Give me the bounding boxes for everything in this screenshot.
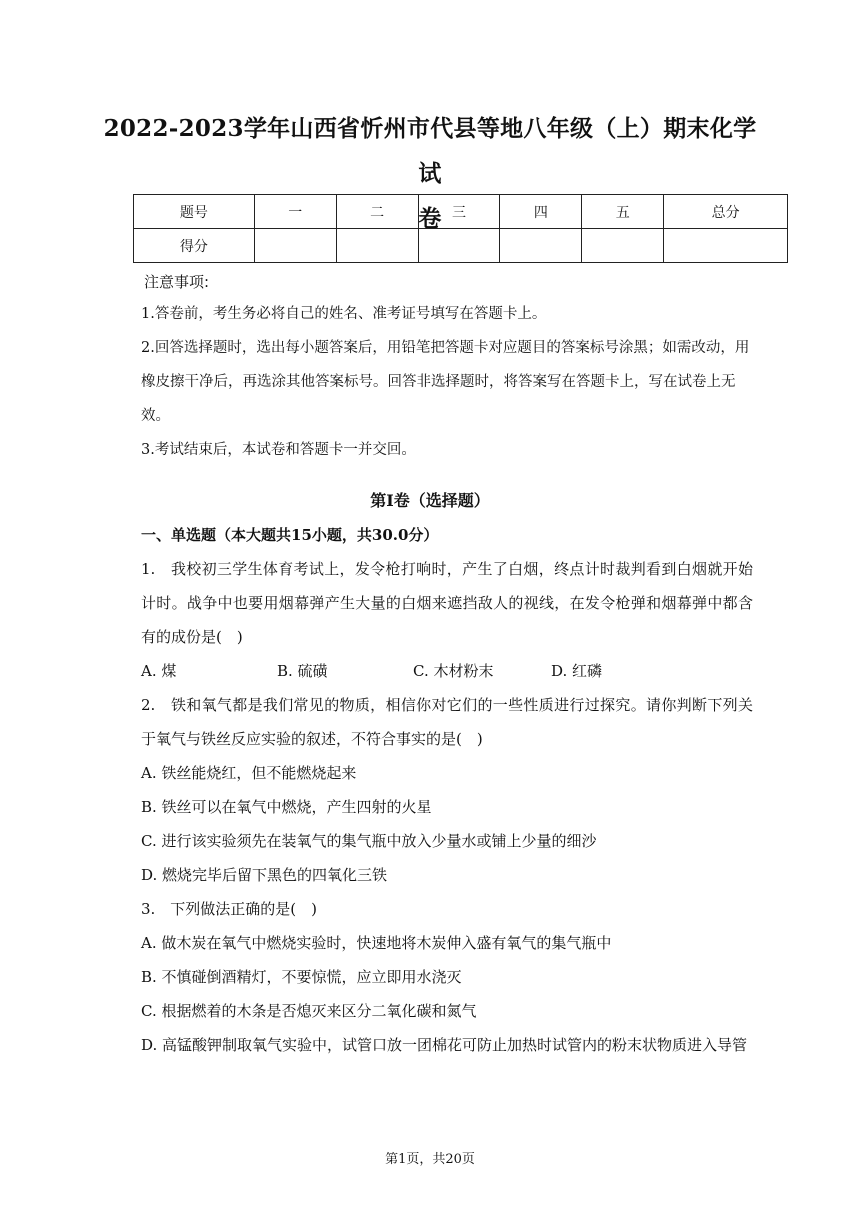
option-a: A. 煤 <box>141 662 177 680</box>
part-title: 一、单选题（本大题共15小题，共30.0分） <box>141 526 439 544</box>
question-2-stem: 2. 铁和氧气都是我们常见的物质，相信你对它们的一些性质进行过探究。请你判断下列关于氧气与铁丝反应实验的叙述，不符合事实的是( ) <box>141 696 753 748</box>
score-cell <box>664 229 788 263</box>
header-cell: 总分 <box>664 195 788 229</box>
notice-item-2: 2.回答选择题时，选出每小题答案后，用铅笔把答题卡对应题目的答案标号涂黑；如需改动，用橡皮擦干净后，再选涂其他答案标号。回答非选择题时，将答案写在答题卡上，写在试卷上无效。 <box>141 340 750 424</box>
score-cell <box>500 229 582 263</box>
question-2-option-d: D. 燃烧完毕后留下黑色的四氧化三铁 <box>141 866 388 884</box>
score-table-header-row <box>134 195 788 229</box>
question-2-option-c: C. 进行该实验须先在装氧气的集气瓶中放入少量水或铺上少量的细沙 <box>141 832 597 850</box>
question-3-option-b: B. 不慎碰倒酒精灯，不要惊慌，应立即用水浇灭 <box>141 968 462 986</box>
question-1-stem: 1. 我校初三学生体育考试上，发令枪打响时，产生了白烟，终点计时裁判看到白烟就开始计时。战争中也要用烟幕弹产生大量的白烟来遮挡敌人的视线，在发令枪弹和烟幕弹中都含有的成份是( ) <box>141 560 753 646</box>
header-cell: 一 <box>254 195 336 229</box>
question-2-option-a: A. 铁丝能烧红，但不能燃烧起来 <box>141 764 357 782</box>
title-line-2: 卷 <box>418 205 442 232</box>
header-cell: 四 <box>500 195 582 229</box>
question-3-option-c: C. 根据燃着的木条是否熄灭来区分二氧化碳和氮气 <box>141 1002 477 1020</box>
header-cell: 二 <box>336 195 418 229</box>
question-1-options <box>141 654 602 688</box>
score-cell <box>336 229 418 263</box>
option-d: D. 红磷 <box>551 662 603 680</box>
option-b: B. 硫磺 <box>277 662 328 680</box>
question-3-option-d: D. 高锰酸钾制取氧气实验中，试管口放一团棉花可防止加热时试管内的粉末状物质进入导管 <box>141 1036 748 1054</box>
question-3-option-a: A. 做木炭在氧气中燃烧实验时，快速地将木炭伸入盛有氧气的集气瓶中 <box>141 934 612 952</box>
notice-heading: 注意事项: <box>144 273 210 291</box>
section-title: 第I卷（选择题） <box>370 491 490 510</box>
score-cell <box>418 229 500 263</box>
notice-item-3: 3.考试结束后，本试卷和答题卡一并交回。 <box>141 442 416 458</box>
score-cell <box>254 229 336 263</box>
header-cell: 题号 <box>134 195 255 229</box>
question-2-option-b: B. 铁丝可以在氧气中燃烧，产生四射的火星 <box>141 798 432 816</box>
title-line-1: 2022-2023学年山西省忻州市代县等地八年级（上）期末化学试 <box>103 115 757 187</box>
page-footer: 第1页，共20页 <box>385 1152 475 1167</box>
question-3-stem: 3. 下列做法正确的是( ) <box>141 900 318 918</box>
score-table-score-row <box>134 229 788 263</box>
score-cell <box>582 229 664 263</box>
header-cell: 五 <box>582 195 664 229</box>
option-c: C. 木材粉末 <box>413 662 494 680</box>
notice-item-1: 1.答卷前，考生务必将自己的姓名、准考证号填写在答题卡上。 <box>141 306 547 322</box>
header-cell: 三 <box>418 195 500 229</box>
score-table <box>133 194 788 263</box>
row-label-cell: 得分 <box>134 229 255 263</box>
